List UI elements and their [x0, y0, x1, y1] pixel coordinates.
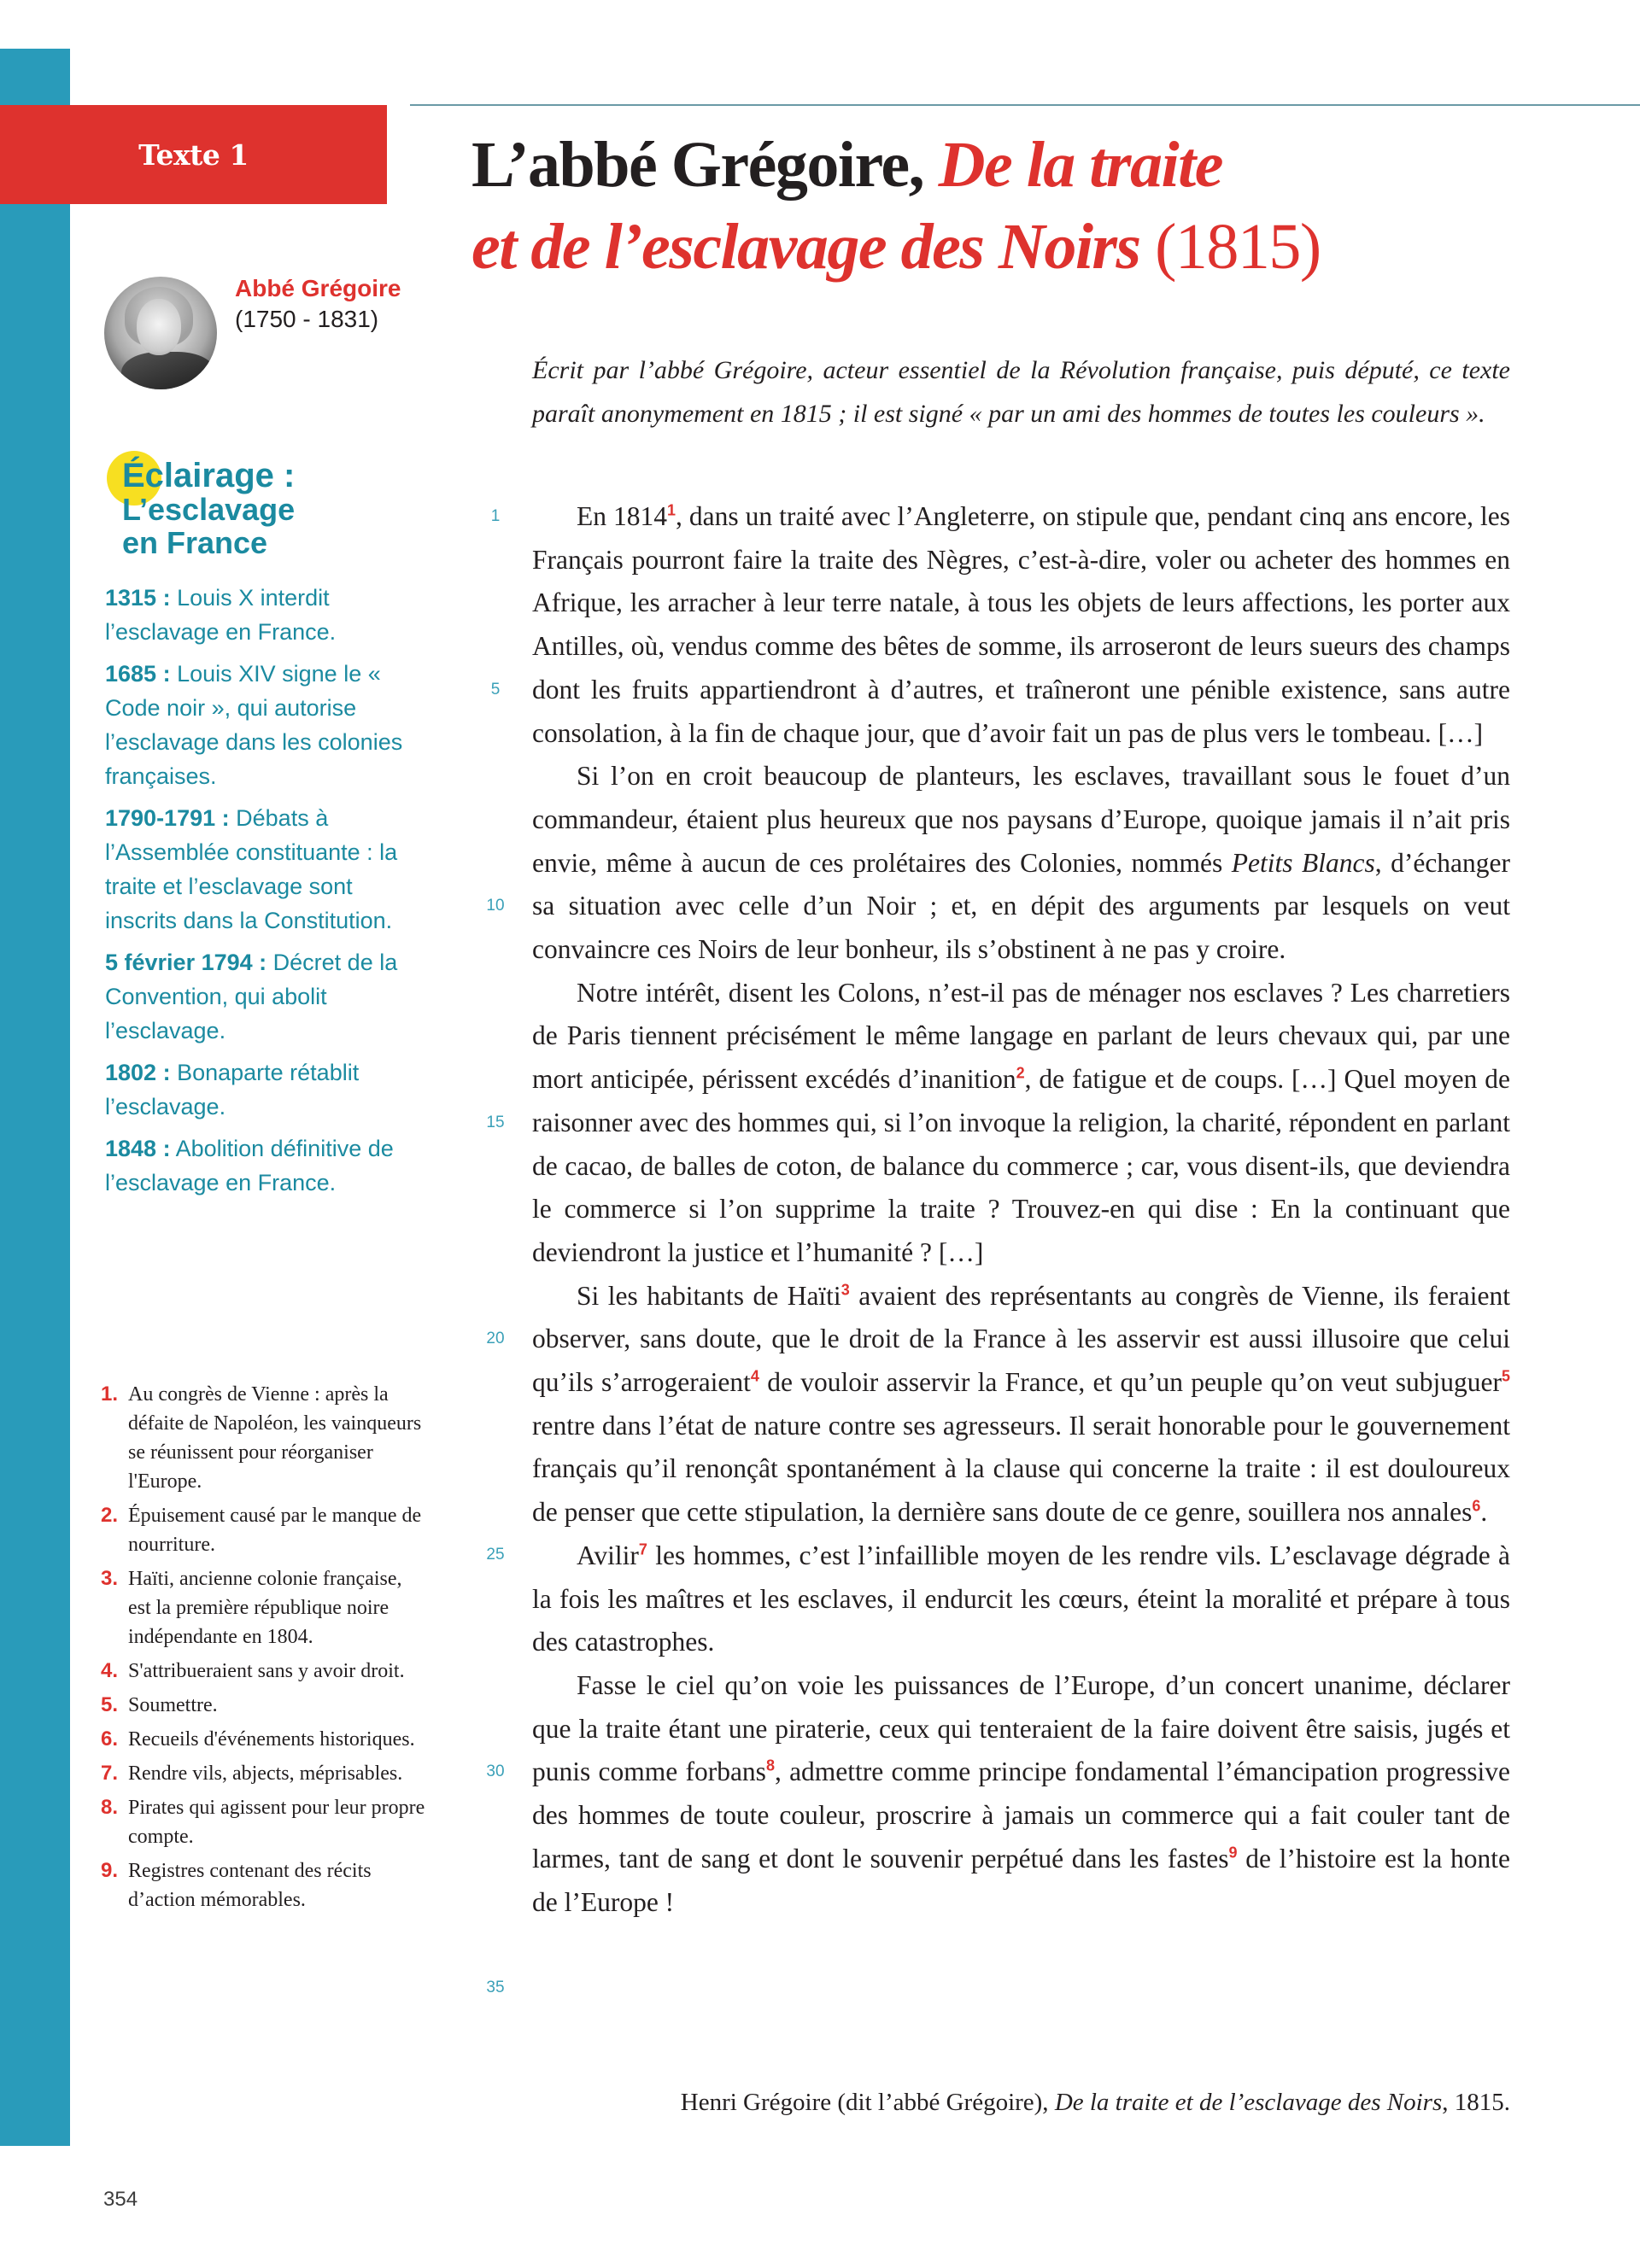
footnote-ref[interactable]: 1 [667, 501, 676, 519]
citation-author: Henri Grégoire (dit l’abbé Grégoire), [680, 2089, 1055, 2116]
eclairage-heading [122, 459, 413, 559]
timeline-date: 5 février 1794 : [105, 950, 267, 975]
footnote-number: 3. [101, 1567, 119, 1590]
footnote-ref[interactable]: 4 [750, 1367, 759, 1385]
citation-year: , 1815. [1442, 2089, 1510, 2116]
line-number: 25 [486, 1546, 505, 1564]
timeline-text: Décret de la Convention, qui abolit l’esclavage. [105, 950, 398, 1043]
author-dates: (1750 - 1831) [235, 306, 379, 332]
footnote-number: 9. [101, 1859, 119, 1882]
footnote-ref[interactable]: 9 [1228, 1844, 1238, 1862]
intro-paragraph: Écrit par l’abbé Grégoire, acteur essentiel de la Révolution française, puis député, ce texte paraît anonymement en 1815 ; il est signé « par un ami des hommes de toutes les couleurs ». [532, 356, 1510, 428]
footnote-text: Épuisement causé par le manque de nourriture. [128, 1505, 422, 1556]
citation-work: De la traite et de l’esclavage des Noirs [1054, 2089, 1443, 2116]
timeline-text: Débats à l’Assemblée constituante : la traite et l’esclavage sont inscrits dans la Constitution. [105, 805, 398, 933]
timeline-text: Louis XIV signe le « Code noir », qui autorise l’esclavage dans les colonies françaises. [105, 661, 403, 789]
timeline-date: 1790-1791 : [105, 805, 230, 831]
paragraph: Si l’on en croit beaucoup de planteurs, les esclaves, travaillant sous le fouet d’un commandeur, étaient plus heureux que nos paysans d’Europe, quoique jamais il n’ait pris envie, même à aucun de ces prolétaires des Colonies, nommés Petits Blancs, d’échanger sa situation avec celle d’un Noir ; et, en dépit des arguments par lesquels on veut convaincre ces Noirs de leur bonheur, ils s’obstinent à ne pas y croire. [532, 761, 1510, 965]
title-year: (1815) [1155, 211, 1321, 283]
timeline-entry [105, 801, 413, 938]
paragraph: Si les habitants de Haïti$^3$ avaient des représentants au congrès de Vienne, ils feraient observer, sans doute, que le droit de la France à les asservir est aussi illusoire que celui qu’ils s’arrogeraient$^4$ de vouloir asservir la France, et qu’un peuple qu’on veut subjuguer$^5$ rentre dans l’état de nature contre ses agresseurs. Il serait honorable pour le gouvernement français qu’il renonçât spontanément à la clause qui concerne la traite : il est douloureux de penser que cette stipulation, la dernière sans doute de ce genre, souillera nos annales$^6$. [532, 1280, 1510, 1528]
footnotes-list [101, 1380, 425, 1920]
timeline-entry [105, 657, 413, 793]
title-author: L’abbé Grégoire, [472, 129, 924, 201]
line-number: 20 [486, 1330, 505, 1347]
footnote-number: 5. [101, 1693, 119, 1716]
footnote-number: 2. [101, 1504, 119, 1527]
footnote-text: Au congrès de Vienne : après la défaite de Napoléon, les vainqueurs se réunissent pour réorganiser l'Europe. [128, 1383, 422, 1493]
author-portrait-icon [104, 277, 217, 389]
footnote-text: Soumettre. [128, 1694, 218, 1716]
footnote-number: 1. [101, 1382, 119, 1406]
timeline-text: Abolition définitive de l’esclavage en France. [105, 1136, 394, 1195]
timeline-date: 1802 : [105, 1060, 171, 1085]
timeline-entry [105, 581, 413, 649]
timeline-entry [105, 945, 413, 1048]
eclairage-heading-line: en France [122, 525, 268, 560]
line-number: 15 [486, 1114, 505, 1131]
paragraph: Fasse le ciel qu’on voie les puissances de l’Europe, d’un concert unanime, déclarer que la traite étant une piraterie, ceux qui tenteraient de la faire doivent être saisis, jugés et punis comme forbans$^8$, admettre comme principe fondamental l’émancipation progressive des hommes de toute couleur, proscrire à jamais un commerce qui a fait couler tant de larmes, tant de sang et dont le souvenir perpétué dans les fastes$^9$ de l’histoire est la honte de l’Europe ! [532, 1669, 1510, 1917]
footnote [101, 1759, 425, 1788]
footnote-ref[interactable]: 8 [765, 1757, 775, 1774]
paragraph: Avilir$^7$ les hommes, c’est l’infaillible moyen de les rendre vils. L’esclavage dégrade à la fois les maîtres et les esclaves, il endurcit les cœurs, éteint la moralité et prépare à tous des catastrophes. [532, 1540, 1510, 1657]
timeline-text: Bonaparte rétablit l’esclavage. [105, 1060, 360, 1119]
footnote-text: S'attribueraient sans y avoir droit. [128, 1660, 405, 1682]
eclairage-heading-line: L’esclavage [122, 492, 296, 527]
title-work-line2: et de l’esclavage des Noirs [472, 211, 1140, 283]
footnote-text: Registres contenant des récits d’action mémorables. [128, 1860, 372, 1911]
footnote [101, 1657, 425, 1686]
source-citation [532, 2089, 1510, 2117]
footnote-text: Haïti, ancienne colonie française, est la première république noire indépendante en 1804. [128, 1568, 402, 1648]
timeline-list [105, 581, 413, 1207]
main-text [532, 495, 1510, 1924]
line-number: 1 [490, 507, 501, 525]
line-number: 5 [490, 681, 501, 699]
timeline-date: 1848 : [105, 1136, 171, 1161]
footnote-ref[interactable]: 6 [1472, 1497, 1481, 1515]
line-number: 30 [486, 1762, 505, 1780]
eclairage-heading-line: Éclairage : [122, 457, 296, 494]
timeline-text: Louis X interdit l’esclavage en France. [105, 585, 337, 645]
header-divider [410, 104, 1640, 106]
footnote [101, 1564, 425, 1651]
footnote [101, 1793, 425, 1851]
footnote [101, 1725, 425, 1754]
section-tab [0, 105, 387, 204]
footnote-number: 6. [101, 1727, 119, 1751]
footnote-number: 4. [101, 1659, 119, 1682]
line-number: 10 [486, 897, 505, 915]
footnote-text: Recueils d'événements historiques. [128, 1728, 415, 1751]
page-title [472, 124, 1582, 288]
footnote [101, 1380, 425, 1496]
timeline-entry [105, 1131, 413, 1200]
footnote-ref[interactable]: 7 [638, 1540, 647, 1558]
title-work-line1: De la traite [938, 129, 1222, 201]
section-tab-label: Texte 1 [138, 137, 249, 172]
footnote-number: 8. [101, 1796, 119, 1819]
timeline-date: 1315 : [105, 585, 171, 611]
footnote-ref[interactable]: 5 [1501, 1367, 1510, 1385]
page-number: 354 [103, 2188, 138, 2211]
footnote-text: Pirates qui agissent pour leur propre compte. [128, 1797, 425, 1848]
side-color-band [0, 49, 70, 2146]
footnote-text: Rendre vils, abjects, méprisables. [128, 1762, 403, 1785]
paragraph: En 1814$^1$, dans un traité avec l’Angleterre, on stipule que, pendant cinq ans encore, les Français pourront faire la traite des Nègres, c’est-à-dire, voler ou acheter des hommes en Afrique, les arracher à leur terre natale, à tous les objets de leurs affections, les porter aux Antilles, où, vendus comme des bêtes de somme, ils arroseront de leurs sueurs des champs dont les fruits appartiendront à d’autres, et traîneront une pénible existence, sans autre consolation, à la fin de chaque jour, que d’avoir fait un pas de plus vers le tombeau. […] [532, 501, 1510, 748]
footnote-ref[interactable]: 2 [1016, 1064, 1025, 1082]
timeline-date: 1685 : [105, 661, 171, 687]
timeline-entry [105, 1055, 413, 1124]
line-number: 35 [486, 1979, 505, 1996]
footnote [101, 1856, 425, 1914]
footnote [101, 1691, 425, 1720]
footnote [101, 1501, 425, 1559]
paragraph: Notre intérêt, disent les Colons, n’est-il pas de ménager nos esclaves ? Les charretiers de Paris tiennent précisément le même langage en parlant de leurs chevaux qui, par une mort anticipée, périssent excédés d’inanition$^2$, de fatigue et de coups. […] Quel moyen de raisonner avec des hommes qui, si l’on invoque la religion, la charité, répondent en parlant de cacao, de balles de coton, de balance du commerce ; car, vous disent-ils, que deviendra le commerce si l’on supprime la traite ? Trouvez-en qui dise : En la continuant que deviendront la justice et l’humanité ? […] [532, 977, 1510, 1267]
footnote-ref[interactable]: 3 [840, 1281, 850, 1299]
footnote-number: 7. [101, 1762, 119, 1785]
author-name: Abbé Grégoire [235, 275, 401, 301]
